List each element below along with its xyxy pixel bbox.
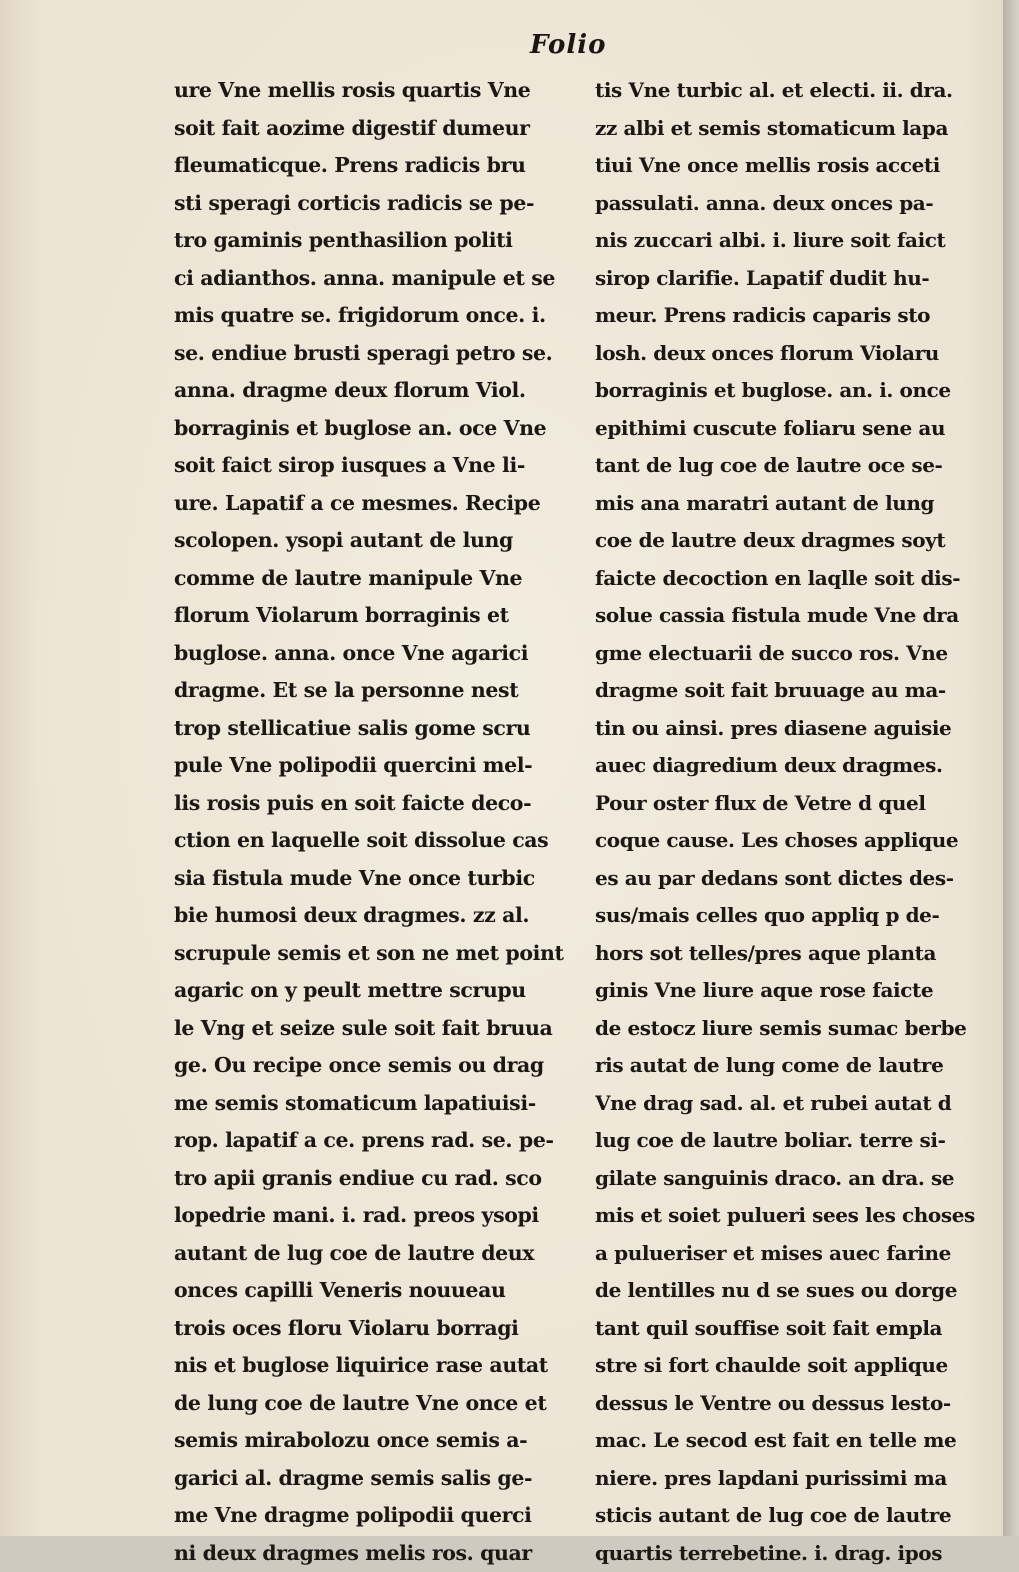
text-line: sia fistula mude Vne once turbic (174, 860, 574, 898)
text-line: faicte decoction en laqlle soit dis- (595, 560, 987, 598)
text-line: meur. Prens radicis caparis sto (595, 297, 987, 335)
text-line: losh. deux onces florum Violaru (595, 335, 987, 373)
text-line: sus/mais celles quo appliq p de- (595, 897, 987, 935)
text-line: nis zuccari albi. i. liure soit faict (595, 222, 987, 260)
text-line: tin ou ainsi. pres diasene aguisie (595, 710, 987, 748)
text-line: pule Vne polipodii quercini mel- (174, 747, 574, 785)
text-line: coque cause. Les choses applique (595, 822, 987, 860)
text-line: dragme. Et se la personne nest (174, 672, 574, 710)
text-line: borraginis et buglose. an. i. once (595, 372, 987, 410)
text-line: me semis stomaticum lapatiuisi- (174, 1085, 574, 1123)
text-line: ure Vne mellis rosis quartis Vne (174, 72, 574, 110)
text-line: lopedrie mani. i. rad. preos ysopi (174, 1197, 574, 1235)
text-line: agaric on y peult mettre scrupu (174, 972, 574, 1010)
text-line: bie humosi deux dragmes. zz al. (174, 897, 574, 935)
text-line: gilate sanguinis draco. an dra. se (595, 1160, 987, 1198)
text-line: ginis Vne liure aque rose faicte (595, 972, 987, 1010)
text-line: zz albi et semis stomaticum lapa (595, 110, 987, 148)
text-line: es au par dedans sont dictes des- (595, 860, 987, 898)
text-line: sti speragi corticis radicis se pe- (174, 185, 574, 223)
text-line: niere. pres lapdani purissimi ma (595, 1460, 987, 1498)
text-line: comme de lautre manipule Vne (174, 560, 574, 598)
text-line: borraginis et buglose an. oce Vne (174, 410, 574, 448)
text-line: rop. lapatif a ce. prens rad. se. pe- (174, 1122, 574, 1160)
text-line: lug coe de lautre boliar. terre si- (595, 1122, 987, 1160)
text-line: tro gaminis penthasilion politi (174, 222, 574, 260)
right-text-column (595, 72, 987, 1572)
text-line: stre si fort chaulde soit applique (595, 1347, 987, 1385)
text-line: soit faict sirop iusques a Vne li- (174, 447, 574, 485)
text-line: scrupule semis et son ne met point (174, 935, 574, 973)
text-line: dragme soit fait bruuage au ma- (595, 672, 987, 710)
text-line: passulati. anna. deux onces pa- (595, 185, 987, 223)
text-line: quartis terrebetine. i. drag. ipos (595, 1535, 987, 1572)
text-line: tro apii granis endiue cu rad. sco (174, 1160, 574, 1198)
text-line: hors sot telles/pres aque planta (595, 935, 987, 973)
text-line: trop stellicatiue salis gome scru (174, 710, 574, 748)
text-line: scolopen. ysopi autant de lung (174, 522, 574, 560)
text-line: onces capilli Veneris nouueau (174, 1272, 574, 1310)
text-line: autant de lug coe de lautre deux (174, 1235, 574, 1273)
text-line: tis Vne turbic al. et electi. ii. dra. (595, 72, 987, 110)
text-line: anna. dragme deux florum Viol. (174, 372, 574, 410)
text-line: ni deux dragmes melis ros. quar (174, 1535, 574, 1572)
text-line: mis et soiet pulueri sees les choses (595, 1197, 987, 1235)
text-line: le Vng et seize sule soit fait bruua (174, 1010, 574, 1048)
text-line: soit fait aozime digestif dumeur (174, 110, 574, 148)
text-line: coe de lautre deux dragmes soyt (595, 522, 987, 560)
text-line: de estocz liure semis sumac berbe (595, 1010, 987, 1048)
left-text-column (174, 72, 574, 1572)
text-line: mis quatre se. frigidorum once. i. (174, 297, 574, 335)
text-line: de lentilles nu d se sues ou dorge (595, 1272, 987, 1310)
text-line: mac. Le secod est fait en telle me (595, 1422, 987, 1460)
text-line: ction en laquelle soit dissolue cas (174, 822, 574, 860)
text-line: solue cassia fistula mude Vne dra (595, 597, 987, 635)
text-line: lis rosis puis en soit faicte deco- (174, 785, 574, 823)
text-line: auec diagredium deux dragmes. (595, 747, 987, 785)
text-line: florum Violarum borraginis et (174, 597, 574, 635)
text-line: Vne drag sad. al. et rubei autat d (595, 1085, 987, 1123)
folio-heading: Folio (530, 30, 650, 60)
text-line: ris autat de lung come de lautre (595, 1047, 987, 1085)
text-line: garici al. dragme semis salis ge- (174, 1460, 574, 1498)
text-line: ure. Lapatif a ce mesmes. Recipe (174, 485, 574, 523)
text-line: de lung coe de lautre Vne once et (174, 1385, 574, 1423)
text-line: sirop clarifie. Lapatif dudit hu- (595, 260, 987, 298)
text-line: buglose. anna. once Vne agarici (174, 635, 574, 673)
text-line: tant de lug coe de lautre oce se- (595, 447, 987, 485)
text-line: dessus le Ventre ou dessus lesto- (595, 1385, 987, 1423)
text-line: gme electuarii de succo ros. Vne (595, 635, 987, 673)
text-line: me Vne dragme polipodii querci (174, 1497, 574, 1535)
page-edge-shadow (1003, 0, 1019, 1536)
text-line: fleumaticque. Prens radicis bru (174, 147, 574, 185)
text-line: epithimi cuscute foliaru sene au (595, 410, 987, 448)
text-line: mis ana maratri autant de lung (595, 485, 987, 523)
text-line: trois oces floru Violaru borragi (174, 1310, 574, 1348)
text-line: nis et buglose liquirice rase autat (174, 1347, 574, 1385)
text-line: tant quil souffise soit fait empla (595, 1310, 987, 1348)
text-line: a pulueriser et mises auec farine (595, 1235, 987, 1273)
text-line: semis mirabolozu once semis a- (174, 1422, 574, 1460)
text-line: Pour oster flux de Vetre d quel (595, 785, 987, 823)
text-line: ci adianthos. anna. manipule et se (174, 260, 574, 298)
text-line: se. endiue brusti speragi petro se. (174, 335, 574, 373)
text-line: ge. Ou recipe once semis ou drag (174, 1047, 574, 1085)
text-line: tiui Vne once mellis rosis acceti (595, 147, 987, 185)
text-line: sticis autant de lug coe de lautre (595, 1497, 987, 1535)
